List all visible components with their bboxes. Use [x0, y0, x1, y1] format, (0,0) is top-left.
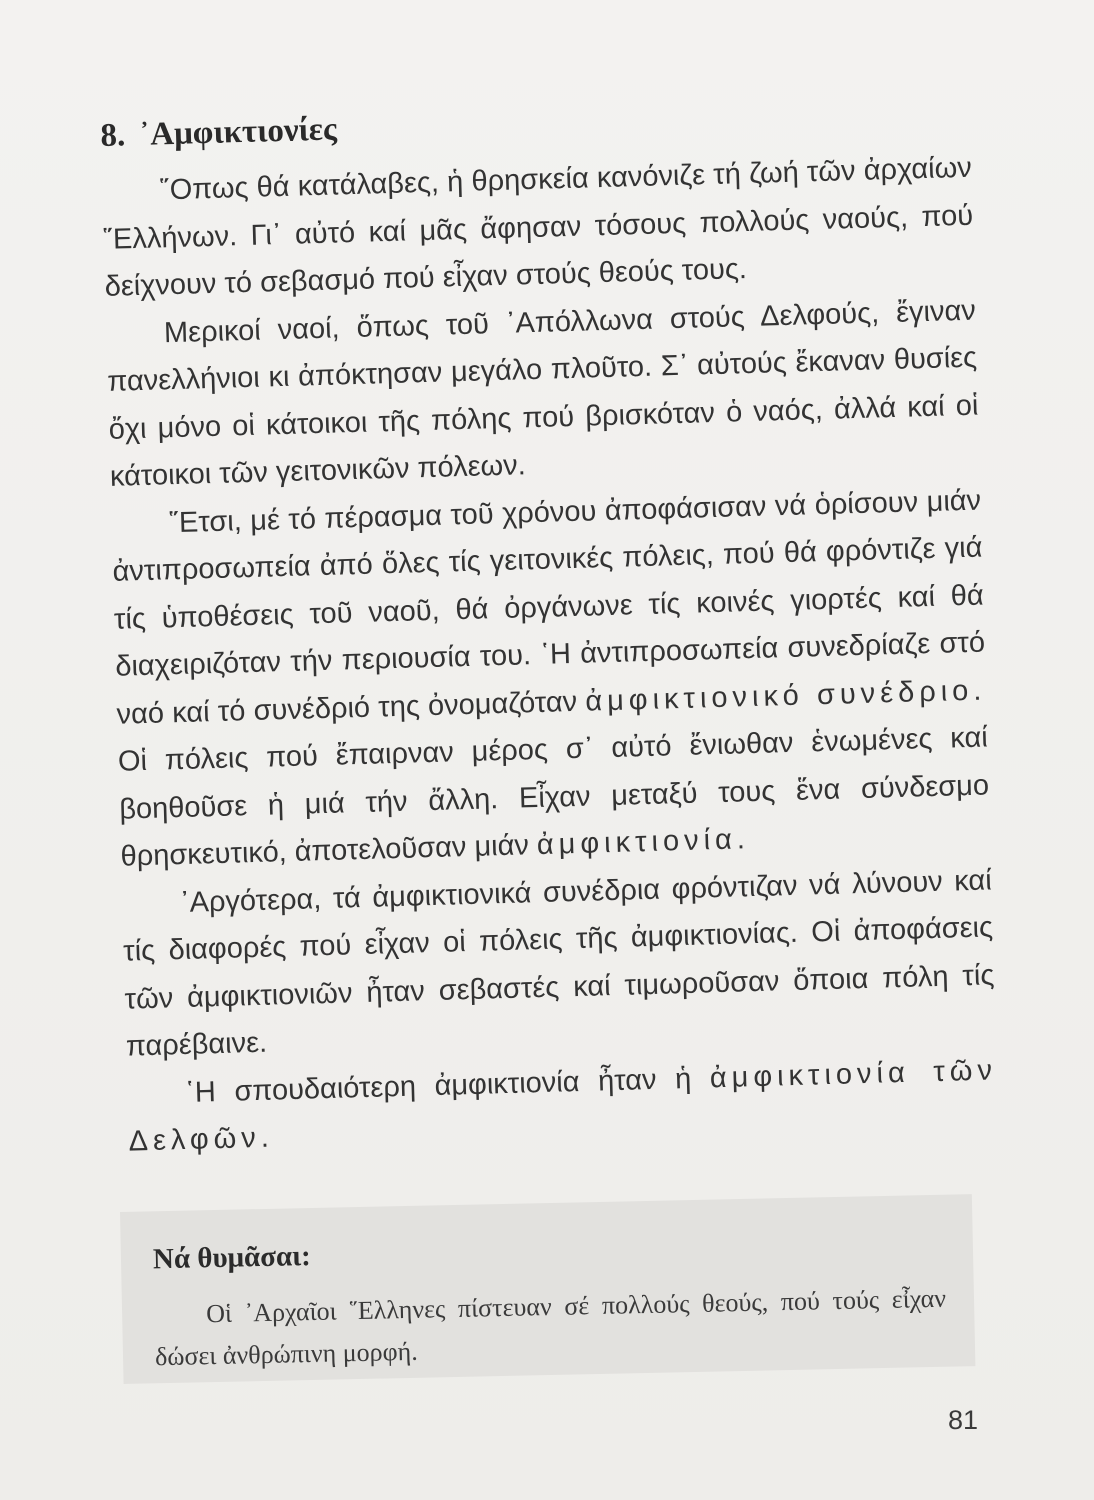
page-number: 81 [948, 1405, 979, 1435]
paragraph-1: ῞Οπως θά κατάλαβες, ἡ θρησκεία κανόνιζε τή ζωή τῶν ἀρχαίων ῞Ελλήνων. Γι᾿ αὐτό καί μᾶς ἄφησαν τόσους πολλούς ναούς, πού δείχνουν τό σεβασμό πού εἶχαν στούς θεούς τους. [102, 151, 974, 303]
paragraph-3-text-2: Οἱ πόλεις πού ἔπαιρναν μέρος σ᾿ αὐτό ἔνιωθαν ἑνωμένες καί βοηθοῦσε ἡ μιά τήν ἄλλη. Εἶχαν μεταξύ τους ἕνα σύνδεσμο θρησκευτικό, ἀποτελοῦσαν μιάν [117, 721, 990, 873]
section-number: 8. [100, 117, 126, 154]
paragraph-4: ᾿Αργότερα, τά ἀμφικτιονικά συνέδρια φρόντιζαν νά λύνουν καί τίς διαφορές πού εἶχαν οἱ πόλεις τῆς ἀμφικτιονίας. Οἱ ἀποφάσεις τῶν ἀμφικτιονιῶν ἦταν σεβαστές καί τιμωροῦσαν ὅποια πόλη τίς παρέβαινε. [122, 863, 995, 1063]
paragraph-3-text-1: ῞Ετσι, μέ τό πέρασμα τοῦ χρόνου ἀποφάσισαν νά ὁρίσουν μιάν ἀντιπροσωπεία ἀπό ὅλες τίς γειτονικές πόλεις, πού θά φρόντιζε γιά τίς ὑποθέσεις τοῦ ναοῦ, θά ὀργάνωνε τίς κοινές γιορτές καί θά διαχειριζόταν τήν περιουσία του. ῾Η ἀντιπροσωπεία συνεδρίαζε στό ναό καί τό συνέδριό της ὀνομαζόταν [112, 484, 986, 731]
main-text [100, 94, 999, 1166]
remember-text: Οἱ ᾿Αρχαῖοι ῞Ελληνες πίστευαν σέ πολλούς θεούς, πού τούς εἶχαν δώσει ἀνθρώπινη μορφή. [154, 1283, 947, 1372]
term-delphi-amphictyony: ἀμφικτιονία τῶν Δελφῶν. [128, 1053, 998, 1158]
remember-title: Νά θυμᾶσαι: [152, 1240, 312, 1276]
section-heading [100, 94, 971, 155]
paragraph-3 [111, 477, 991, 881]
paragraph-5-text: ῾Η σπουδαιότερη ἀμφικτιονία ἦταν ἡ [184, 1062, 692, 1109]
term-amphictyonic-council: ἀμφικτιονικό συνέδριο. [584, 673, 987, 718]
paragraph-2: Μερικοί ναοί, ὅπως τοῦ ᾿Απόλλωνα στούς Δελφούς, ἔγιναν πανελλήνιοι κι ἀπόκτησαν μεγάλο πλοῦτο. Σ᾿ αὐτούς ἔκαναν θυσίες ὄχι μόνο οἱ κάτοικοι τῆς πόλης πού βρισκόταν ὁ ναός, ἀλλά καί οἱ κάτοικοι τῶν γειτονικῶν πόλεων. [106, 294, 979, 493]
term-amphictyony: ἀμφικτιονία. [536, 823, 751, 862]
remember-box [120, 1194, 975, 1384]
section-title: ᾿Αμφικτιονίες [138, 111, 338, 153]
